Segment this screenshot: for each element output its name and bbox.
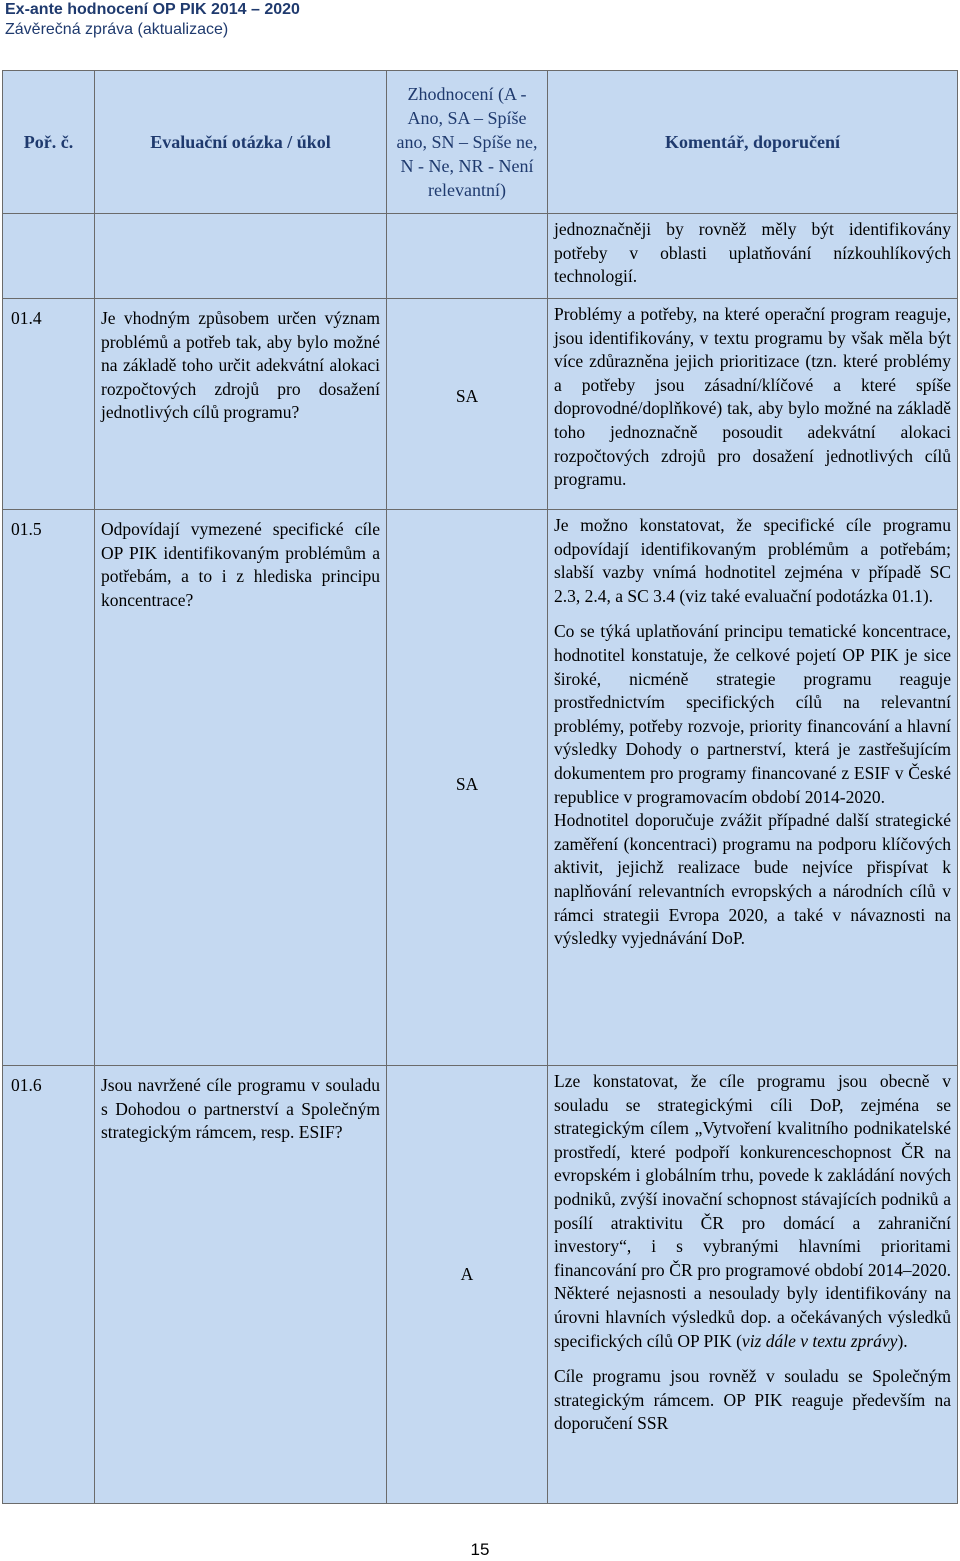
assessment-cell bbox=[387, 1066, 548, 1504]
document-header bbox=[5, 0, 300, 40]
table-row bbox=[3, 510, 958, 1066]
document-subtitle: Závěrečná zpráva (aktualizace) bbox=[5, 21, 229, 38]
comment-text: jednoznačněji by rovněž měly být identifikovány potřeby v oblasti uplatňování nízkouhlíkových technologií. bbox=[554, 219, 951, 287]
comment-text: Co se týká uplatňování principu tematické koncentrace, hodnotitel konstatuje, že celkové pojetí OP PIK je sice široké, nicméně strategie programu reaguje prostřednictvím specifických cílů na relevantní problémy, potřeby rozvoje, priority financování a hlavní výsledky Dohody o partnerství, která je zastřešujícím dokumentem pro programy financované z ESIF v České republice v programovacím období 2014-2020. bbox=[554, 621, 951, 807]
question-text: Je vhodným způsobem určen význam problémů a potřeb tak, aby bylo možné na základě toho určit adekvátní alokaci rozpočtových zdrojů pro dosažení jednotlivých cílů programu? bbox=[101, 308, 380, 423]
question-cell bbox=[95, 1066, 387, 1504]
question-cell bbox=[95, 510, 387, 1066]
comment-cell bbox=[548, 510, 958, 1066]
column-header-num: Poř. č. bbox=[3, 71, 95, 214]
comment-cell bbox=[548, 299, 958, 510]
comment-cell bbox=[548, 1066, 958, 1504]
comment-cell bbox=[548, 214, 958, 299]
comment-text: Je možno konstatovat, že specifické cíle programu odpovídají identifikovaným problémům a potřebám; slabší vazby vnímá hodnotitel zejména v případě SC 2.3, 2.4, a SC 3.4 (viz také evaluační podotázka 01.1). bbox=[554, 515, 951, 606]
table-header-row bbox=[3, 71, 958, 214]
row-number: 01.4 bbox=[3, 299, 95, 510]
table-row bbox=[3, 214, 958, 299]
comment-text: Cíle programu jsou rovněž v souladu se Společným strategickým rámcem. OP PIK reaguje především na doporučení SSR bbox=[554, 1366, 951, 1434]
row-number: 01.6 bbox=[3, 1066, 95, 1504]
table-row bbox=[3, 1066, 958, 1504]
assessment-value: A bbox=[460, 1264, 474, 1284]
question-text: Jsou navržené cíle programu v souladu s Dohodou o partnerství a Společným strategickým rámcem, resp. ESIF? bbox=[101, 1075, 380, 1143]
comment-text: Lze konstatovat, že cíle programu jsou obecně v souladu se strategickými cíli DoP, zejména se strategickým cílem „Vytvoření kvalitního podnikatelské prostředí, které podpoří konkurenceschopnost ČR na evropském i globálním trhu, povede k zakládání nových podniků, zvýší inovační schopnost stávajících podniků a posílí atraktivitu ČR pro domácí a zahraniční investory“, i s vybranými hlavními prioritami financování pro ČR pro programové období 2014–2020. Některé nejasnosti a nesoulady byly identifikovány na úrovni hlavních výsledků dop. a očekávaných výsledků specifických cílů OP PIK (viz dále v textu zprávy). bbox=[554, 1071, 951, 1351]
assessment-value: SA bbox=[455, 774, 479, 794]
question-cell bbox=[95, 299, 387, 510]
document-title: Ex-ante hodnocení OP PIK 2014 – 2020 bbox=[5, 1, 300, 18]
row-number: 01.5 bbox=[3, 510, 95, 1066]
comment-text: Problémy a potřeby, na které operační program reaguje, jsou identifikovány, v textu programu by však měla být více zdůrazněna jejich prioritizace (tzn. které problémy a potřeby jsou zásadní/klíčové a které spíše doprovodné/doplňkové) tak, aby bylo možné na základě toho jednoznačně posoudit adekvátní alokaci rozpočtových zdrojů pro dosažení jednotlivých cílů programu. bbox=[554, 304, 951, 490]
assessment-cell bbox=[387, 299, 548, 510]
column-header-assessment: Zhodnocení (A - Ano, SA – Spíše ano, SN – Spíše ne, N - Ne, NR - Není relevantní) bbox=[387, 71, 548, 214]
assessment-value: SA bbox=[455, 386, 479, 406]
column-header-comment: Komentář, doporučení bbox=[548, 71, 958, 214]
assessment-cell bbox=[387, 510, 548, 1066]
page-number: 15 bbox=[470, 1540, 490, 1559]
question-text: Odpovídají vymezené specifické cíle OP PIK identifikovaným problémům a potřebám, a to i z hlediska principu koncentrace? bbox=[101, 519, 380, 610]
comment-text: Hodnotitel doporučuje zvážit případné další strategické zaměření (koncentraci) programu na podporu klíčových aktivit, jejichž realizace bude nejvíce přispívat k naplňování relevantních evropských a národních cílů v rámci strategii Evropa 2020, a také v návaznosti na výsledky vyjednávání DoP. bbox=[554, 810, 951, 949]
evaluation-table bbox=[2, 70, 958, 1504]
table-row bbox=[3, 299, 958, 510]
column-header-question: Evaluační otázka / úkol bbox=[95, 71, 387, 214]
